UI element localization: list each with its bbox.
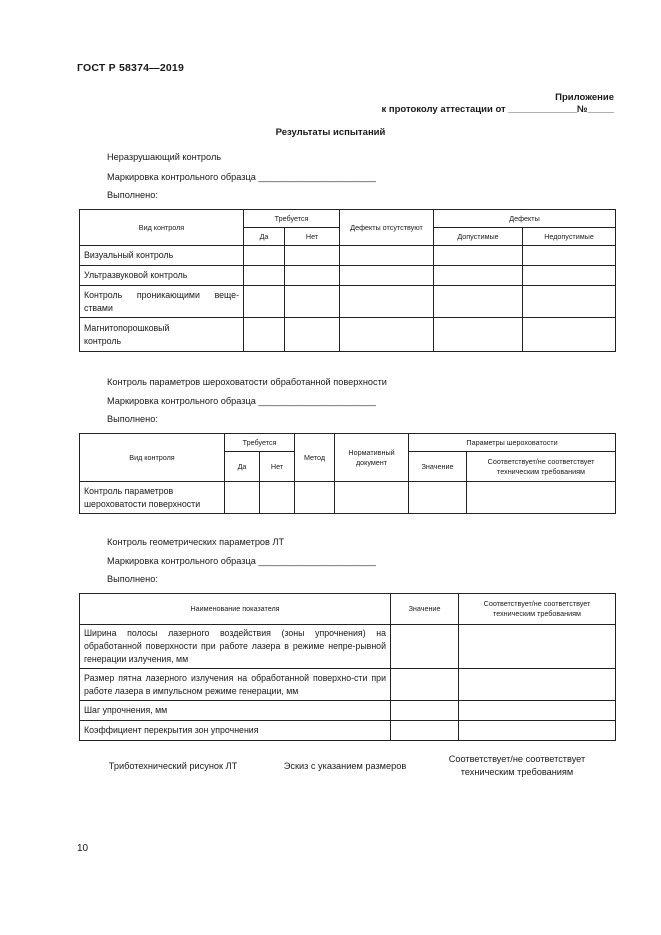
- row-label: Магнитопорошковый контроль: [80, 318, 244, 352]
- table-row: [80, 286, 616, 318]
- ndt-table: [79, 209, 616, 352]
- col-method-header: Метод: [295, 434, 335, 482]
- table-cell: [244, 286, 285, 318]
- table-cell: [459, 669, 616, 701]
- table-cell: [391, 669, 459, 701]
- row-label: Контроль проникающими веще-ствами: [80, 286, 244, 318]
- table-cell: [244, 246, 285, 266]
- col-type-header: Вид контроля: [80, 210, 244, 246]
- table-cell: [285, 266, 340, 286]
- col-no-header: Нет: [285, 228, 340, 246]
- table-cell: [340, 246, 434, 266]
- table-cell: [285, 246, 340, 266]
- col-allowed-header: Допустимые: [434, 228, 523, 246]
- section2-marking: Маркировка контрольного образца _______________________: [107, 396, 376, 406]
- table-row: [80, 266, 616, 286]
- table-cell: [459, 701, 616, 721]
- table-cell: [523, 318, 616, 352]
- col-roughness-header: Параметры шероховатости: [409, 434, 616, 452]
- row-label: Контроль параметров шероховатости поверхности: [80, 482, 225, 514]
- table-cell: [285, 286, 340, 318]
- col-value-header: Значение: [391, 594, 459, 625]
- row-label: Коэффициент перекрытия зон упрочнения: [80, 721, 391, 741]
- table-cell: [260, 482, 295, 514]
- table-row: [80, 482, 616, 514]
- section3-marking: Маркировка контрольного образца _______________________: [107, 556, 376, 566]
- table-row: [80, 318, 616, 352]
- table-cell: [523, 286, 616, 318]
- row-label: Визуальный контроль: [80, 246, 244, 266]
- table-row: [80, 669, 616, 701]
- table-cell: [244, 318, 285, 352]
- appendix-title: Приложение: [555, 92, 614, 103]
- table-cell: [434, 266, 523, 286]
- table-cell: [434, 246, 523, 266]
- sketch-caption: Эскиз с указанием размеров: [283, 761, 407, 771]
- table-cell: [459, 625, 616, 669]
- col-required-header: Требуется: [244, 210, 340, 228]
- col-norm-doc-header: Нормативный документ: [335, 434, 409, 482]
- table-cell: [340, 266, 434, 286]
- section2-heading: Контроль параметров шероховатости обработанной поверхности: [107, 377, 387, 387]
- table-cell: [523, 266, 616, 286]
- section1-marking: Маркировка контрольного образца _______________________: [107, 172, 376, 182]
- col-compliance-header: Соответствует/не соответствует техническим требованиям: [467, 452, 616, 482]
- section3-heading: Контроль геометрических параметров ЛТ: [107, 537, 285, 547]
- table-cell: [335, 482, 409, 514]
- table-cell: [467, 482, 616, 514]
- page-number: 10: [77, 843, 89, 854]
- appendix-reference: к протоколу аттестации от _____________№_____: [381, 104, 614, 115]
- table-cell: [244, 266, 285, 286]
- table-cell: [391, 701, 459, 721]
- section3-done: Выполнено:: [107, 574, 158, 584]
- col-no-defects-header: Дефекты отсутствуют: [340, 210, 434, 246]
- table-row: [80, 246, 616, 266]
- col-no-header: Нет: [260, 452, 295, 482]
- table-cell: [285, 318, 340, 352]
- section1-heading: Неразрушающий контроль: [107, 152, 222, 162]
- page-title: Результаты испытаний: [275, 127, 386, 138]
- table-cell: [391, 721, 459, 741]
- table-cell: [434, 286, 523, 318]
- section2-done: Выполнено:: [107, 414, 158, 424]
- col-name-header: Наименование показателя: [80, 594, 391, 625]
- col-yes-header: Да: [244, 228, 285, 246]
- table-cell: [434, 318, 523, 352]
- col-defects-header: Дефекты: [434, 210, 616, 228]
- table-cell: [340, 286, 434, 318]
- row-label: Ширина полосы лазерного воздействия (зоны упрочнения) на обработанной поверхности при работе лазера в режиме непре-рывной генерации излучения, мм: [80, 625, 391, 669]
- col-not-allowed-header: Недопустимые: [523, 228, 616, 246]
- col-type-header: Вид контроля: [80, 434, 225, 482]
- tribo-pattern-caption: Триботехнический рисунок ЛТ: [108, 761, 238, 771]
- table-cell: [523, 246, 616, 266]
- col-yes-header: Да: [225, 452, 260, 482]
- col-required-header: Требуется: [225, 434, 295, 452]
- compliance-caption: Соответствует/не соответствует техническим требованиям: [448, 754, 586, 777]
- row-label: Шаг упрочнения, мм: [80, 701, 391, 721]
- table-cell: [225, 482, 260, 514]
- roughness-table: [79, 433, 616, 514]
- table-row: [80, 701, 616, 721]
- standard-number: ГОСТ Р 58374—2019: [77, 62, 185, 74]
- table-cell: [340, 318, 434, 352]
- row-label: Ультразвуковой контроль: [80, 266, 244, 286]
- col-value-header: Значение: [409, 452, 467, 482]
- section1-done: Выполнено:: [107, 190, 158, 200]
- table-cell: [295, 482, 335, 514]
- table-cell: [409, 482, 467, 514]
- table-row: [80, 625, 616, 669]
- geometry-table: [79, 593, 616, 741]
- table-cell: [459, 721, 616, 741]
- table-row: [80, 721, 616, 741]
- table-cell: [391, 625, 459, 669]
- col-compliance-header: Соответствует/не соответствует техническим требованиям: [459, 594, 616, 625]
- row-label: Размер пятна лазерного излучения на обработанной поверхно-сти при работе лазера в импульсном режиме генерации, мм: [80, 669, 391, 701]
